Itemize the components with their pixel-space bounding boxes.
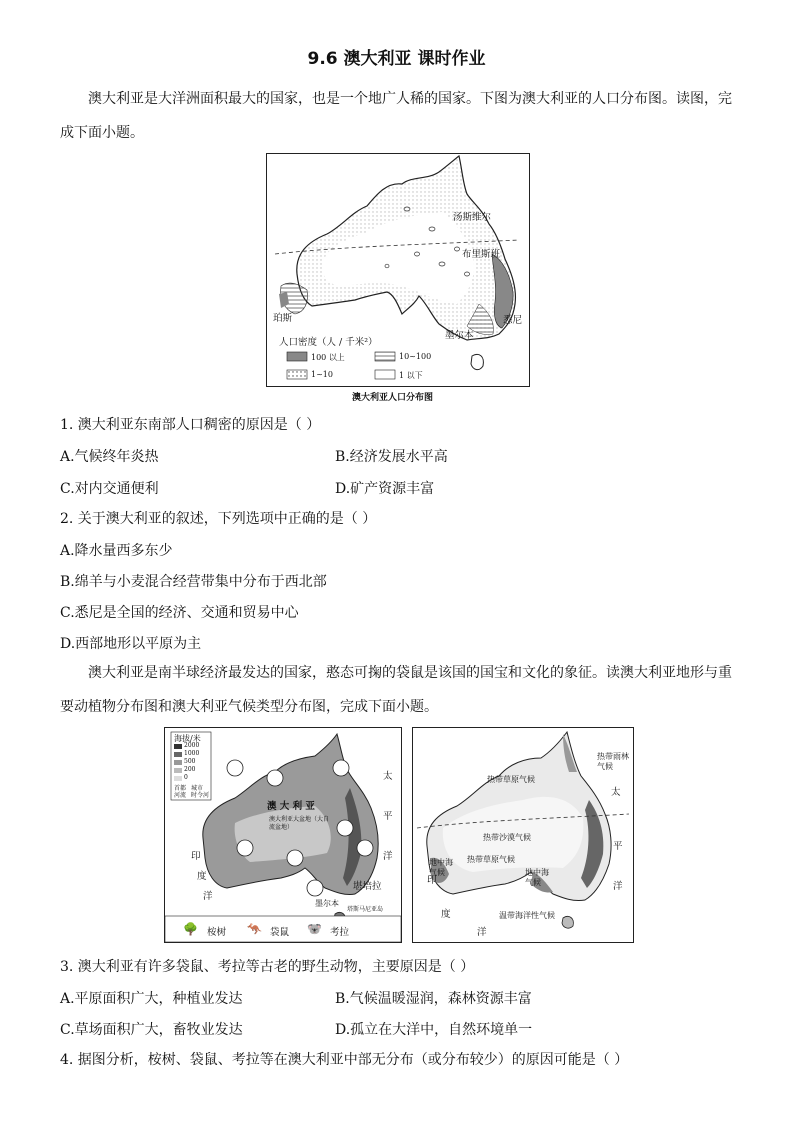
- elevation-200: 200: [184, 766, 196, 773]
- pacific-ocean-3: 洋: [613, 881, 623, 892]
- q1-option-c: C.对内交通便利: [60, 481, 159, 497]
- population-map: [266, 153, 530, 387]
- legend-over-100: 100 以上: [311, 353, 345, 362]
- indian-ocean-2: 度: [197, 871, 207, 882]
- q2-option-a: A.降水量西多东少: [60, 543, 173, 559]
- pacific-ocean-2: 平: [613, 841, 623, 852]
- symbol-city: 城市: [191, 785, 204, 792]
- indian-ocean-2: 度: [441, 909, 451, 920]
- population-map-graphic: [267, 154, 529, 386]
- climate-desert: 热带沙漠气候: [483, 833, 531, 842]
- city-melbourne: 墨尔本: [445, 330, 474, 341]
- indian-ocean-1: 印: [191, 851, 201, 862]
- symbol-seasonal-river: 时令河: [191, 792, 210, 799]
- climate-mediterranean-west: 地中海气候: [429, 858, 453, 877]
- city-townsville: 汤斯维尔: [453, 212, 492, 223]
- climate-map: [412, 727, 634, 943]
- legend-under-1: 1 以下: [399, 371, 423, 380]
- legend-kangaroo: 袋鼠: [270, 927, 290, 938]
- intro-paragraph-1: 澳大利亚是大洋洲面积最大的国家，也是一个地广人稀的国家。下图为澳大利亚的人口分布图。读图，完成下面小题。: [60, 91, 732, 141]
- population-map-caption: 澳大利亚人口分布图: [352, 393, 434, 403]
- eucalyptus-icon: 🌳: [183, 922, 198, 936]
- q3-stem: 3. 澳大利亚有许多袋鼠、考拉等古老的野生动物，主要原因是（ ）: [60, 959, 475, 975]
- symbol-river: 河流: [174, 792, 187, 799]
- q3-option-d: D.孤立在大洋中，自然环境单一: [335, 1022, 533, 1038]
- kangaroo-icon: 🦘: [247, 922, 262, 936]
- elevation-1000: 1000: [184, 750, 200, 757]
- symbol-capital: 首都: [174, 785, 187, 792]
- legend-title: 人口密度（人 / 千米²）: [279, 337, 378, 348]
- city-brisbane: 布里斯班: [462, 249, 501, 260]
- q3-option-c: C.草场面积广大，畜牧业发达: [60, 1022, 243, 1038]
- q4-stem: 4. 据图分析，桉树、袋鼠、考拉等在澳大利亚中部无分布（或分布较少）的原因可能是（ ）: [60, 1052, 629, 1068]
- q3-option-b: B.气候温暖湿润，森林资源丰富: [335, 991, 532, 1007]
- q1-option-d: D.矿产资源丰富: [335, 481, 435, 497]
- indian-ocean-1: 印: [427, 875, 437, 886]
- legend-10-100: 10~100: [399, 352, 432, 361]
- q1-stem: 1. 澳大利亚东南部人口稠密的原因是（ ）: [60, 417, 321, 433]
- legend-koala: 考拉: [330, 927, 350, 938]
- climate-mediterranean-east: 地中海气候: [525, 868, 549, 887]
- pacific-ocean-3: 洋: [383, 851, 393, 862]
- country-label: 澳 大 利 亚: [267, 801, 315, 812]
- elevation-2000: 2000: [184, 742, 200, 749]
- intro-paragraph-2: 澳大利亚是南半球经济最发达的国家，憨态可掬的袋鼠是该国的国宝和文化的象征。读澳大利亚地形与重要动植物分布图和澳大利亚气候类型分布图，完成下面小题。: [60, 665, 732, 715]
- elevation-500: 500: [184, 758, 196, 765]
- indian-ocean-3: 洋: [203, 891, 213, 902]
- page-title: 9.6 澳大利亚 课时作业: [307, 49, 486, 69]
- q2-option-d: D.西部地形以平原为主: [60, 636, 202, 652]
- q1-option-a: A.气候终年炎热: [60, 449, 159, 465]
- elevation-legend-title: 海拔/米: [174, 734, 201, 743]
- legend-1-10: 1~10: [311, 370, 333, 379]
- elevation-0: 0: [184, 774, 188, 781]
- climate-maritime: 温带海洋性气候: [499, 911, 555, 920]
- melbourne-label: 墨尔本: [315, 899, 339, 908]
- pacific-ocean-2: 平: [383, 811, 393, 822]
- pacific-ocean-1: 太: [611, 787, 621, 798]
- koala-icon: 🐨: [307, 922, 322, 936]
- city-sydney: 悉尼: [503, 315, 523, 326]
- indian-ocean-3: 洋: [477, 927, 487, 938]
- canberra-label: 堪培拉: [353, 881, 382, 892]
- legend-eucalyptus: 桉树: [207, 927, 227, 938]
- climate-savanna-south: 热带草原气候: [467, 855, 515, 864]
- terrain-map: [164, 727, 402, 943]
- pacific-ocean-1: 太: [383, 771, 393, 782]
- q1-option-b: B.经济发展水平高: [335, 449, 448, 465]
- q2-stem: 2. 关于澳大利亚的叙述，下列选项中正确的是（ ）: [60, 511, 377, 527]
- climate-savanna-north: 热带草原气候: [487, 775, 535, 784]
- great-artesian-basin-label: 澳大利亚大盆地（大自流盆地）: [269, 816, 330, 831]
- q3-option-a: A.平原面积广大，种植业发达: [60, 991, 243, 1007]
- q2-option-c: C.悉尼是全国的经济、交通和贸易中心: [60, 605, 299, 621]
- city-perth: 珀斯: [273, 313, 293, 324]
- q2-option-b: B.绵羊与小麦混合经营带集中分布于西北部: [60, 574, 327, 590]
- tasmania-label: 塔斯马尼亚岛: [347, 906, 384, 913]
- climate-tropical-rainforest: 热带雨林气候: [597, 752, 629, 771]
